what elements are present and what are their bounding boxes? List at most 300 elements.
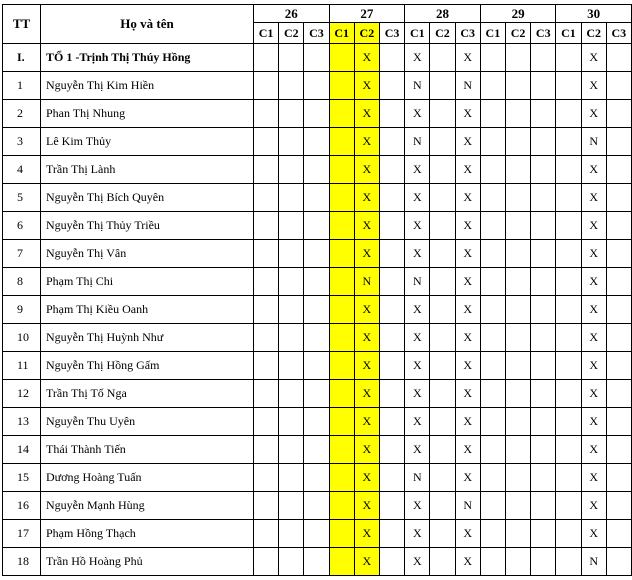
mark-cell: X: [405, 212, 430, 240]
mark-cell: [531, 128, 556, 156]
mark-cell: X: [354, 352, 379, 380]
mark-cell: X: [354, 548, 379, 576]
header-sub: C3: [304, 23, 329, 44]
mark-cell: [556, 352, 581, 380]
member-name: Thái Thành Tiến: [41, 436, 254, 464]
mark-cell: [480, 548, 505, 576]
row-number: 6: [3, 212, 41, 240]
mark-cell: [556, 296, 581, 324]
mark-cell: [254, 464, 279, 492]
mark-cell: N: [581, 548, 606, 576]
mark-cell: [279, 464, 304, 492]
row-number: 10: [3, 324, 41, 352]
mark-cell: [254, 380, 279, 408]
mark-cell: X: [581, 184, 606, 212]
mark-cell: [606, 240, 631, 268]
row-number: 7: [3, 240, 41, 268]
mark-cell: [480, 44, 505, 72]
mark-cell: X: [354, 408, 379, 436]
mark-cell: [304, 548, 329, 576]
mark-cell: [329, 240, 354, 268]
mark-cell: [379, 324, 404, 352]
mark-cell: [556, 436, 581, 464]
mark-cell: [279, 156, 304, 184]
mark-cell: [329, 520, 354, 548]
mark-cell: [254, 296, 279, 324]
mark-cell: [379, 436, 404, 464]
member-name: Phan Thị Nhung: [41, 100, 254, 128]
mark-cell: [254, 156, 279, 184]
mark-cell: [505, 352, 530, 380]
mark-cell: [304, 436, 329, 464]
mark-cell: [279, 240, 304, 268]
mark-cell: [606, 128, 631, 156]
mark-cell: [304, 352, 329, 380]
mark-cell: [606, 268, 631, 296]
mark-cell: X: [405, 520, 430, 548]
mark-cell: [606, 436, 631, 464]
mark-cell: [606, 380, 631, 408]
mark-cell: [606, 296, 631, 324]
mark-cell: [329, 464, 354, 492]
mark-cell: [430, 352, 455, 380]
mark-cell: [531, 156, 556, 184]
mark-cell: [505, 128, 530, 156]
table-row: [3, 352, 632, 380]
mark-cell: [279, 520, 304, 548]
header-sub: C2: [505, 23, 530, 44]
mark-cell: [254, 268, 279, 296]
mark-cell: [606, 520, 631, 548]
table-row: [3, 156, 632, 184]
mark-cell: [531, 100, 556, 128]
row-number: 4: [3, 156, 41, 184]
mark-cell: [531, 296, 556, 324]
row-number: 15: [3, 464, 41, 492]
table-body: [3, 44, 632, 576]
mark-cell: X: [405, 240, 430, 268]
mark-cell: [531, 380, 556, 408]
mark-cell: [329, 156, 354, 184]
mark-cell: [254, 44, 279, 72]
header-sub: C1: [405, 23, 430, 44]
mark-cell: N: [455, 492, 480, 520]
mark-cell: X: [581, 296, 606, 324]
header-sub: C2: [581, 23, 606, 44]
mark-cell: X: [455, 408, 480, 436]
mark-cell: [430, 72, 455, 100]
table-row: [3, 408, 632, 436]
mark-cell: X: [405, 156, 430, 184]
mark-cell: X: [354, 240, 379, 268]
mark-cell: [556, 380, 581, 408]
mark-cell: [304, 100, 329, 128]
mark-cell: [379, 464, 404, 492]
mark-cell: X: [405, 352, 430, 380]
mark-cell: [279, 436, 304, 464]
member-name: TỔ 1 -Trịnh Thị Thúy Hồng: [41, 44, 254, 72]
member-name: Nguyễn Thị Hồng Gấm: [41, 352, 254, 380]
mark-cell: X: [581, 520, 606, 548]
member-name: Nguyễn Thị Thủy Triều: [41, 212, 254, 240]
member-name: Nguyễn Thị Vân: [41, 240, 254, 268]
table-row: [3, 464, 632, 492]
mark-cell: [606, 324, 631, 352]
mark-cell: [379, 212, 404, 240]
mark-cell: X: [354, 464, 379, 492]
mark-cell: [606, 44, 631, 72]
mark-cell: [505, 184, 530, 212]
attendance-table: [2, 4, 632, 576]
row-number: 16: [3, 492, 41, 520]
member-name: Phạm Hồng Thạch: [41, 520, 254, 548]
row-number: 3: [3, 128, 41, 156]
mark-cell: [505, 408, 530, 436]
mark-cell: [430, 324, 455, 352]
mark-cell: [606, 212, 631, 240]
mark-cell: [254, 184, 279, 212]
mark-cell: X: [581, 44, 606, 72]
mark-cell: X: [405, 324, 430, 352]
mark-cell: N: [354, 268, 379, 296]
mark-cell: [279, 212, 304, 240]
mark-cell: X: [354, 100, 379, 128]
mark-cell: X: [354, 436, 379, 464]
mark-cell: [304, 520, 329, 548]
mark-cell: [430, 436, 455, 464]
mark-cell: [329, 436, 354, 464]
member-name: Lê Kim Thủy: [41, 128, 254, 156]
header-day: 27: [329, 5, 405, 23]
mark-cell: [480, 352, 505, 380]
mark-cell: X: [455, 520, 480, 548]
mark-cell: [379, 408, 404, 436]
mark-cell: [606, 156, 631, 184]
mark-cell: [556, 492, 581, 520]
mark-cell: [480, 128, 505, 156]
mark-cell: X: [581, 100, 606, 128]
mark-cell: X: [405, 44, 430, 72]
mark-cell: X: [455, 100, 480, 128]
mark-cell: X: [455, 352, 480, 380]
mark-cell: [556, 184, 581, 212]
row-number: I.: [3, 44, 41, 72]
table-row: [3, 44, 632, 72]
mark-cell: [279, 492, 304, 520]
mark-cell: [379, 380, 404, 408]
member-name: Nguyễn Mạnh Hùng: [41, 492, 254, 520]
mark-cell: X: [354, 380, 379, 408]
mark-cell: [279, 324, 304, 352]
mark-cell: X: [354, 128, 379, 156]
mark-cell: X: [581, 268, 606, 296]
mark-cell: N: [405, 464, 430, 492]
mark-cell: [304, 408, 329, 436]
mark-cell: [480, 464, 505, 492]
mark-cell: [480, 296, 505, 324]
header-name: Họ và tên: [41, 5, 254, 44]
mark-cell: X: [405, 380, 430, 408]
header-sub: C2: [354, 23, 379, 44]
mark-cell: [279, 352, 304, 380]
mark-cell: [505, 548, 530, 576]
mark-cell: [505, 268, 530, 296]
mark-cell: [480, 492, 505, 520]
mark-cell: [430, 380, 455, 408]
mark-cell: [480, 184, 505, 212]
mark-cell: [505, 324, 530, 352]
mark-cell: [329, 72, 354, 100]
mark-cell: [329, 408, 354, 436]
mark-cell: [430, 520, 455, 548]
mark-cell: [279, 184, 304, 212]
mark-cell: [279, 296, 304, 324]
mark-cell: [505, 464, 530, 492]
mark-cell: [505, 296, 530, 324]
mark-cell: [606, 464, 631, 492]
header-day: 26: [254, 5, 330, 23]
mark-cell: [556, 156, 581, 184]
mark-cell: [606, 184, 631, 212]
mark-cell: [254, 408, 279, 436]
mark-cell: [254, 548, 279, 576]
mark-cell: X: [581, 464, 606, 492]
mark-cell: X: [455, 296, 480, 324]
mark-cell: [304, 184, 329, 212]
mark-cell: [531, 212, 556, 240]
mark-cell: X: [405, 492, 430, 520]
mark-cell: X: [354, 212, 379, 240]
mark-cell: [329, 212, 354, 240]
mark-cell: N: [581, 128, 606, 156]
mark-cell: [430, 296, 455, 324]
mark-cell: [505, 520, 530, 548]
mark-cell: X: [455, 324, 480, 352]
mark-cell: [329, 492, 354, 520]
table-row: [3, 296, 632, 324]
mark-cell: [329, 380, 354, 408]
mark-cell: [279, 72, 304, 100]
mark-cell: [531, 240, 556, 268]
mark-cell: X: [455, 436, 480, 464]
mark-cell: [279, 380, 304, 408]
mark-cell: [430, 184, 455, 212]
mark-cell: X: [354, 184, 379, 212]
mark-cell: [531, 184, 556, 212]
mark-cell: [254, 492, 279, 520]
mark-cell: [279, 100, 304, 128]
mark-cell: [379, 184, 404, 212]
row-number: 14: [3, 436, 41, 464]
mark-cell: X: [354, 492, 379, 520]
header-sub: C1: [254, 23, 279, 44]
mark-cell: [505, 156, 530, 184]
mark-cell: [379, 296, 404, 324]
mark-cell: [304, 380, 329, 408]
member-name: Trần Hồ Hoàng Phủ: [41, 548, 254, 576]
table-row: [3, 380, 632, 408]
mark-cell: [505, 240, 530, 268]
mark-cell: X: [405, 184, 430, 212]
mark-cell: [505, 212, 530, 240]
mark-cell: [480, 212, 505, 240]
mark-cell: X: [455, 268, 480, 296]
member-name: Nguyễn Thị Kim Hiền: [41, 72, 254, 100]
header-day: 29: [480, 5, 556, 23]
mark-cell: [329, 324, 354, 352]
mark-cell: [279, 128, 304, 156]
mark-cell: X: [581, 156, 606, 184]
mark-cell: [606, 408, 631, 436]
mark-cell: [254, 352, 279, 380]
mark-cell: [531, 352, 556, 380]
row-number: 1: [3, 72, 41, 100]
table-row: [3, 436, 632, 464]
mark-cell: [556, 324, 581, 352]
member-name: Trần Thị Lành: [41, 156, 254, 184]
mark-cell: X: [581, 212, 606, 240]
mark-cell: [531, 72, 556, 100]
table-row: [3, 268, 632, 296]
member-name: Phạm Thị Chi: [41, 268, 254, 296]
mark-cell: [480, 268, 505, 296]
mark-cell: [556, 464, 581, 492]
mark-cell: X: [405, 296, 430, 324]
table-row: [3, 324, 632, 352]
table-row: [3, 72, 632, 100]
mark-cell: [480, 72, 505, 100]
mark-cell: [505, 436, 530, 464]
header-sub: C2: [430, 23, 455, 44]
mark-cell: [606, 100, 631, 128]
mark-cell: [304, 72, 329, 100]
mark-cell: [254, 212, 279, 240]
mark-cell: X: [354, 156, 379, 184]
mark-cell: N: [405, 128, 430, 156]
mark-cell: [254, 128, 279, 156]
mark-cell: [279, 408, 304, 436]
mark-cell: [430, 156, 455, 184]
mark-cell: [606, 492, 631, 520]
mark-cell: [379, 520, 404, 548]
mark-cell: [556, 408, 581, 436]
mark-cell: [430, 240, 455, 268]
mark-cell: [505, 72, 530, 100]
mark-cell: [379, 548, 404, 576]
mark-cell: [254, 324, 279, 352]
mark-cell: [480, 380, 505, 408]
mark-cell: [480, 324, 505, 352]
mark-cell: [606, 548, 631, 576]
mark-cell: X: [354, 324, 379, 352]
mark-cell: X: [455, 240, 480, 268]
mark-cell: [556, 240, 581, 268]
mark-cell: [480, 408, 505, 436]
mark-cell: X: [455, 548, 480, 576]
mark-cell: [480, 240, 505, 268]
mark-cell: [606, 72, 631, 100]
header-sub: C3: [606, 23, 631, 44]
row-number: 17: [3, 520, 41, 548]
mark-cell: [505, 100, 530, 128]
mark-cell: X: [581, 408, 606, 436]
row-number: 13: [3, 408, 41, 436]
row-number: 12: [3, 380, 41, 408]
mark-cell: [379, 156, 404, 184]
mark-cell: [254, 240, 279, 268]
table-row: [3, 212, 632, 240]
mark-cell: X: [581, 72, 606, 100]
mark-cell: X: [455, 464, 480, 492]
mark-cell: [430, 44, 455, 72]
mark-cell: [379, 44, 404, 72]
row-number: 18: [3, 548, 41, 576]
mark-cell: [556, 548, 581, 576]
table-row: [3, 548, 632, 576]
mark-cell: [329, 128, 354, 156]
mark-cell: [556, 128, 581, 156]
mark-cell: [480, 520, 505, 548]
mark-cell: X: [581, 436, 606, 464]
mark-cell: [430, 492, 455, 520]
mark-cell: X: [354, 296, 379, 324]
mark-cell: X: [405, 548, 430, 576]
mark-cell: [304, 44, 329, 72]
header-tt: TT: [3, 5, 41, 44]
mark-cell: [505, 492, 530, 520]
mark-cell: X: [455, 156, 480, 184]
row-number: 5: [3, 184, 41, 212]
mark-cell: [480, 100, 505, 128]
header-sub: C1: [556, 23, 581, 44]
mark-cell: [430, 408, 455, 436]
mark-cell: [279, 44, 304, 72]
header-day: 30: [556, 5, 632, 23]
mark-cell: [379, 268, 404, 296]
member-name: Trần Thị Tố Nga: [41, 380, 254, 408]
mark-cell: [505, 44, 530, 72]
member-name: Phạm Thị Kiều Oanh: [41, 296, 254, 324]
mark-cell: [531, 44, 556, 72]
mark-cell: [379, 72, 404, 100]
mark-cell: [430, 128, 455, 156]
mark-cell: [430, 548, 455, 576]
mark-cell: X: [405, 100, 430, 128]
mark-cell: [531, 492, 556, 520]
mark-cell: [379, 492, 404, 520]
header-sub: C2: [279, 23, 304, 44]
table-row: [3, 520, 632, 548]
mark-cell: [480, 436, 505, 464]
header-sub: C1: [480, 23, 505, 44]
table-row: [3, 184, 632, 212]
mark-cell: [304, 212, 329, 240]
mark-cell: [531, 408, 556, 436]
mark-cell: [304, 492, 329, 520]
mark-cell: N: [405, 268, 430, 296]
mark-cell: [279, 268, 304, 296]
table-row: [3, 492, 632, 520]
mark-cell: [379, 128, 404, 156]
mark-cell: [531, 464, 556, 492]
header-day: 28: [405, 5, 481, 23]
mark-cell: X: [354, 44, 379, 72]
mark-cell: [329, 296, 354, 324]
mark-cell: [531, 520, 556, 548]
mark-cell: [556, 520, 581, 548]
mark-cell: [379, 240, 404, 268]
mark-cell: [304, 464, 329, 492]
